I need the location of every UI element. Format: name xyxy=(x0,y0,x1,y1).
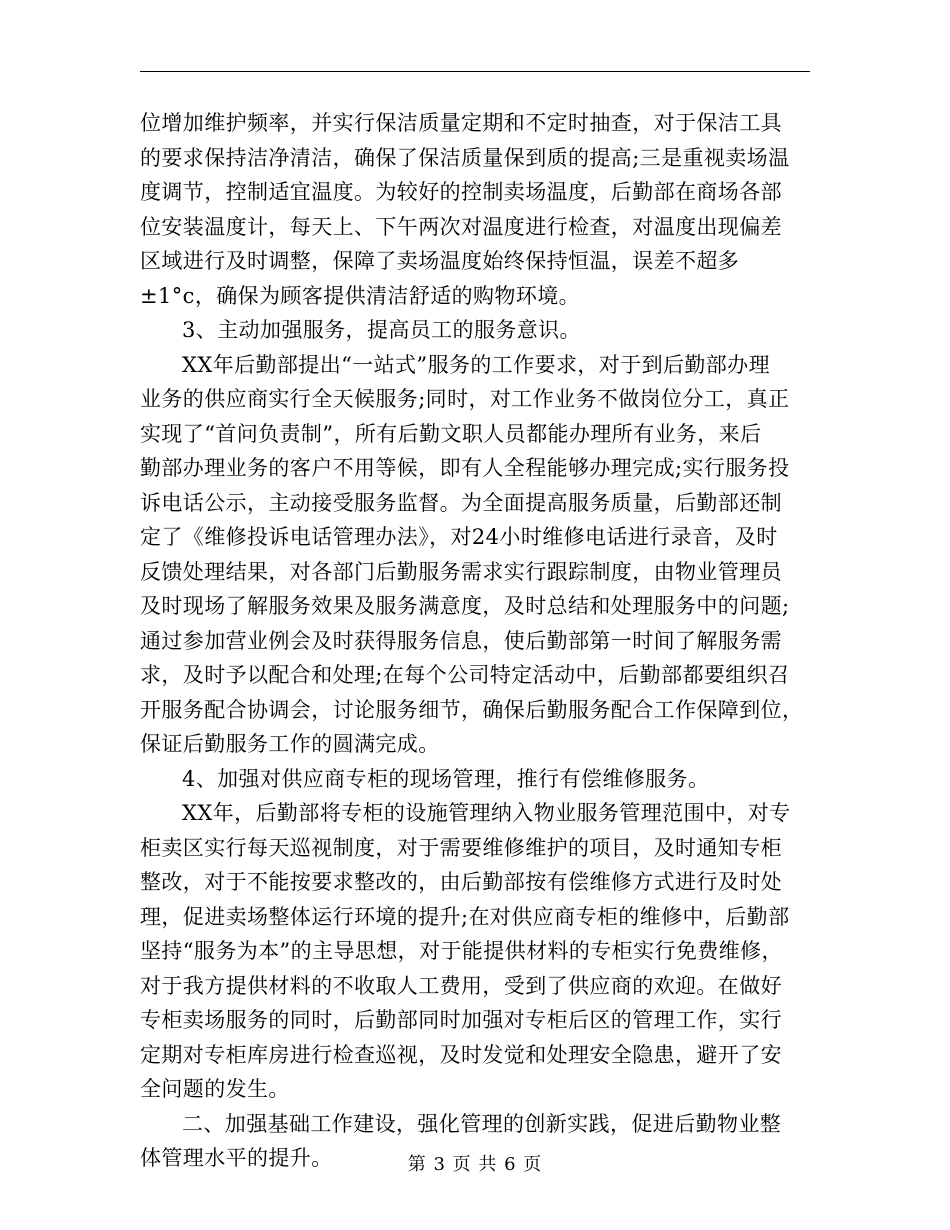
section-heading: 二、加强基础工作建设，强化管理的创新实践，促进后勤物业整 xyxy=(182,1111,782,1136)
text-line: 度调节，控制适宜温度。为较好的控制卖场温度，后勤部在商场各部 xyxy=(140,180,782,204)
text-line: 保证后勤服务工作的圆满完成。 xyxy=(140,732,440,756)
text-line: 位增加维护频率，并实行保洁质量定期和不定时抽查，对于保洁工具 xyxy=(140,111,782,135)
text-line: 对于我方提供材料的不收取人工费用，受到了供应商的欢迎。在做好 xyxy=(140,973,782,998)
section-heading: 4、加强对供应商专柜的现场管理，推行有偿维修服务。 xyxy=(182,766,710,791)
text-line: 位安装温度计，每天上、下午两次对温度进行检查，对温度出现偏差 xyxy=(140,214,782,239)
text-line: 业务的供应商实行全天候服务;同时，对工作业务不做岗位分工，真正 xyxy=(140,387,790,411)
text-line: ±1°c，确保为顾客提供清洁舒适的购物环境。 xyxy=(140,283,581,308)
text-line: 实现了“首问负责制”，所有后勤文职人员都能办理所有业务，来后 xyxy=(140,421,762,446)
header-rule xyxy=(140,71,810,72)
text-line: 专柜卖场服务的同时，后勤部同时加强对专柜后区的管理工作，实行 xyxy=(140,1008,782,1032)
text-line: 坚持“服务为本”的主导思想，对于能提供材料的专柜实行免费维修， xyxy=(140,939,783,963)
text-line: 定了《维修投诉电话管理办法》，对24小时维修电话进行录音，及时 xyxy=(140,525,778,549)
text-line: 全问题的发生。 xyxy=(140,1077,290,1101)
text-line: 诉电话公示，主动接受服务监督。为全面提高服务质量，后勤部还制 xyxy=(140,490,782,515)
page-number-footer: 第 3 页 共 6 页 xyxy=(407,1154,543,1175)
text-line: 定期对专柜库房进行检查巡视，及时发觉和处理安全隐患，避开了安 xyxy=(140,1042,782,1067)
text-line: 通过参加营业例会及时获得服务信息，使后勤部第一时间了解服务需 xyxy=(140,628,782,653)
text-line: 区域进行及时调整，保障了卖场温度始终保持恒温，误差不超多 xyxy=(140,249,740,273)
paragraph-start: XX年，后勤部将专柜的设施管理纳入物业服务管理范围中，对专 xyxy=(182,801,791,825)
text-line: 整改，对于不能按要求整改的，由后勤部按有偿维修方式进行及时处 xyxy=(140,870,782,894)
text-line: 及时现场了解服务效果及服务满意度，及时总结和处理服务中的问题; xyxy=(140,594,790,618)
section-heading: 3、主动加强服务，提高员工的服务意识。 xyxy=(182,318,581,342)
text-line: 体管理水平的提升。 xyxy=(140,1146,333,1170)
text-line: 理，促进卖场整体运行环境的提升;在对供应商专柜的维修中，后勤部 xyxy=(140,904,790,929)
text-line: 反馈处理结果，对各部门后勤服务需求实行跟踪制度，由物业管理员 xyxy=(140,559,782,584)
paragraph-start: XX年后勤部提出“一站式”服务的工作要求，对于到后勤部办理 xyxy=(182,352,770,377)
text-line: 柜卖区实行每天巡视制度，对于需要维修维护的项目，及时通知专柜 xyxy=(140,835,782,860)
document-body xyxy=(140,106,810,1176)
text-line: 的要求保持洁净清洁，确保了保洁质量保到质的提高;三是重视卖场温 xyxy=(140,145,790,170)
text-line: 勤部办理业务的客户不用等候，即有人全程能够办理完成;实行服务投 xyxy=(140,456,790,480)
text-line: 求，及时予以配合和处理;在每个公司特定活动中，后勤部都要组织召 xyxy=(140,663,790,687)
text-line: 开服务配合协调会，讨论服务细节，确保后勤服务配合工作保障到位， xyxy=(140,697,804,722)
